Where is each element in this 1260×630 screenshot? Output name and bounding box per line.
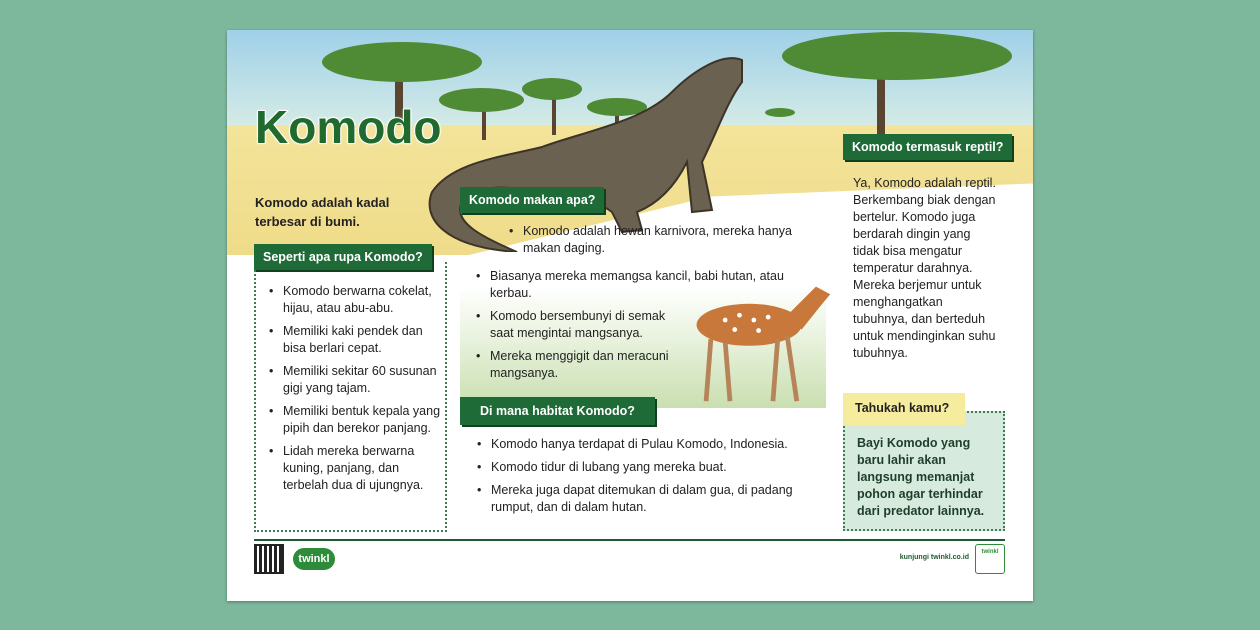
intro-text: Komodo adalah kadal terbesar di bumi. [255, 195, 390, 229]
diet-list [474, 268, 784, 388]
quality-badge: twinkl [975, 544, 1005, 574]
page-title: Komodo [255, 101, 442, 153]
poster [227, 30, 1033, 601]
list-item: • Memiliki bentuk kepala yang pipih dan berekor panjang. [267, 403, 442, 437]
website-link[interactable]: kunjungi twinkl.co.id [899, 554, 969, 561]
list-item: • Memiliki sekitar 60 susunan gigi yang tajam. [267, 363, 442, 397]
footer-divider [254, 539, 1005, 541]
fact-heading: Tahukah kamu? [843, 393, 965, 425]
list-item: • Mereka menggigit dan meracuni mangsanya. [474, 348, 679, 382]
list-item: • Komodo adalah hewan karnivora, mereka hanya makan daging. [507, 223, 817, 257]
tree-icon [782, 32, 1012, 80]
fact-text: Bayi Komodo yang baru lahir akan langsung memanjat pohon agar terhindar dari predator lainnya. [857, 436, 985, 518]
appearance-list [267, 283, 442, 500]
diet-heading: Komodo makan apa? [460, 187, 604, 213]
tree-icon [765, 108, 795, 117]
komodo-illustration [422, 52, 757, 252]
reptile-text: Ya, Komodo adalah reptil. Berkembang biak dengan bertelur. Komodo juga berdarah dingin yang tidak bisa mengatur temperatur darahnya. Mereka berjemur untuk menghangatkan tubuhnya, dan berteduh untuk mendinginkan suhu tubuhnya. [853, 176, 996, 360]
list-item: • Komodo berwarna cokelat, hijau, atau abu-abu. [267, 283, 442, 317]
list-item: • Memiliki kaki pendek dan bisa berlari cepat. [267, 323, 442, 357]
list-item: • Komodo tidur di lubang yang mereka buat. [475, 459, 815, 476]
qr-code[interactable] [254, 544, 284, 574]
list-item: • Lidah mereka berwarna kuning, panjang, dan terbelah dua di ujungnya. [267, 443, 442, 494]
twinkl-logo: twinkl [293, 548, 335, 570]
list-item: • Komodo bersembunyi di semak saat mengintai mangsanya. [474, 308, 679, 342]
list-item: • Biasanya mereka memangsa kancil, babi hutan, atau kerbau. [474, 268, 784, 302]
reptile-heading: Komodo termasuk reptil? [843, 134, 1012, 160]
diet-list-top [507, 223, 817, 263]
list-item: • Komodo hanya terdapat di Pulau Komodo, Indonesia. [475, 436, 815, 453]
habitat-heading: Di mana habitat Komodo? [460, 397, 655, 425]
appearance-heading: Seperti apa rupa Komodo? [254, 244, 432, 270]
habitat-list [475, 436, 815, 522]
list-item: • Mereka juga dapat ditemukan di dalam gua, di padang rumput, dan di dalam hutan. [475, 482, 815, 516]
